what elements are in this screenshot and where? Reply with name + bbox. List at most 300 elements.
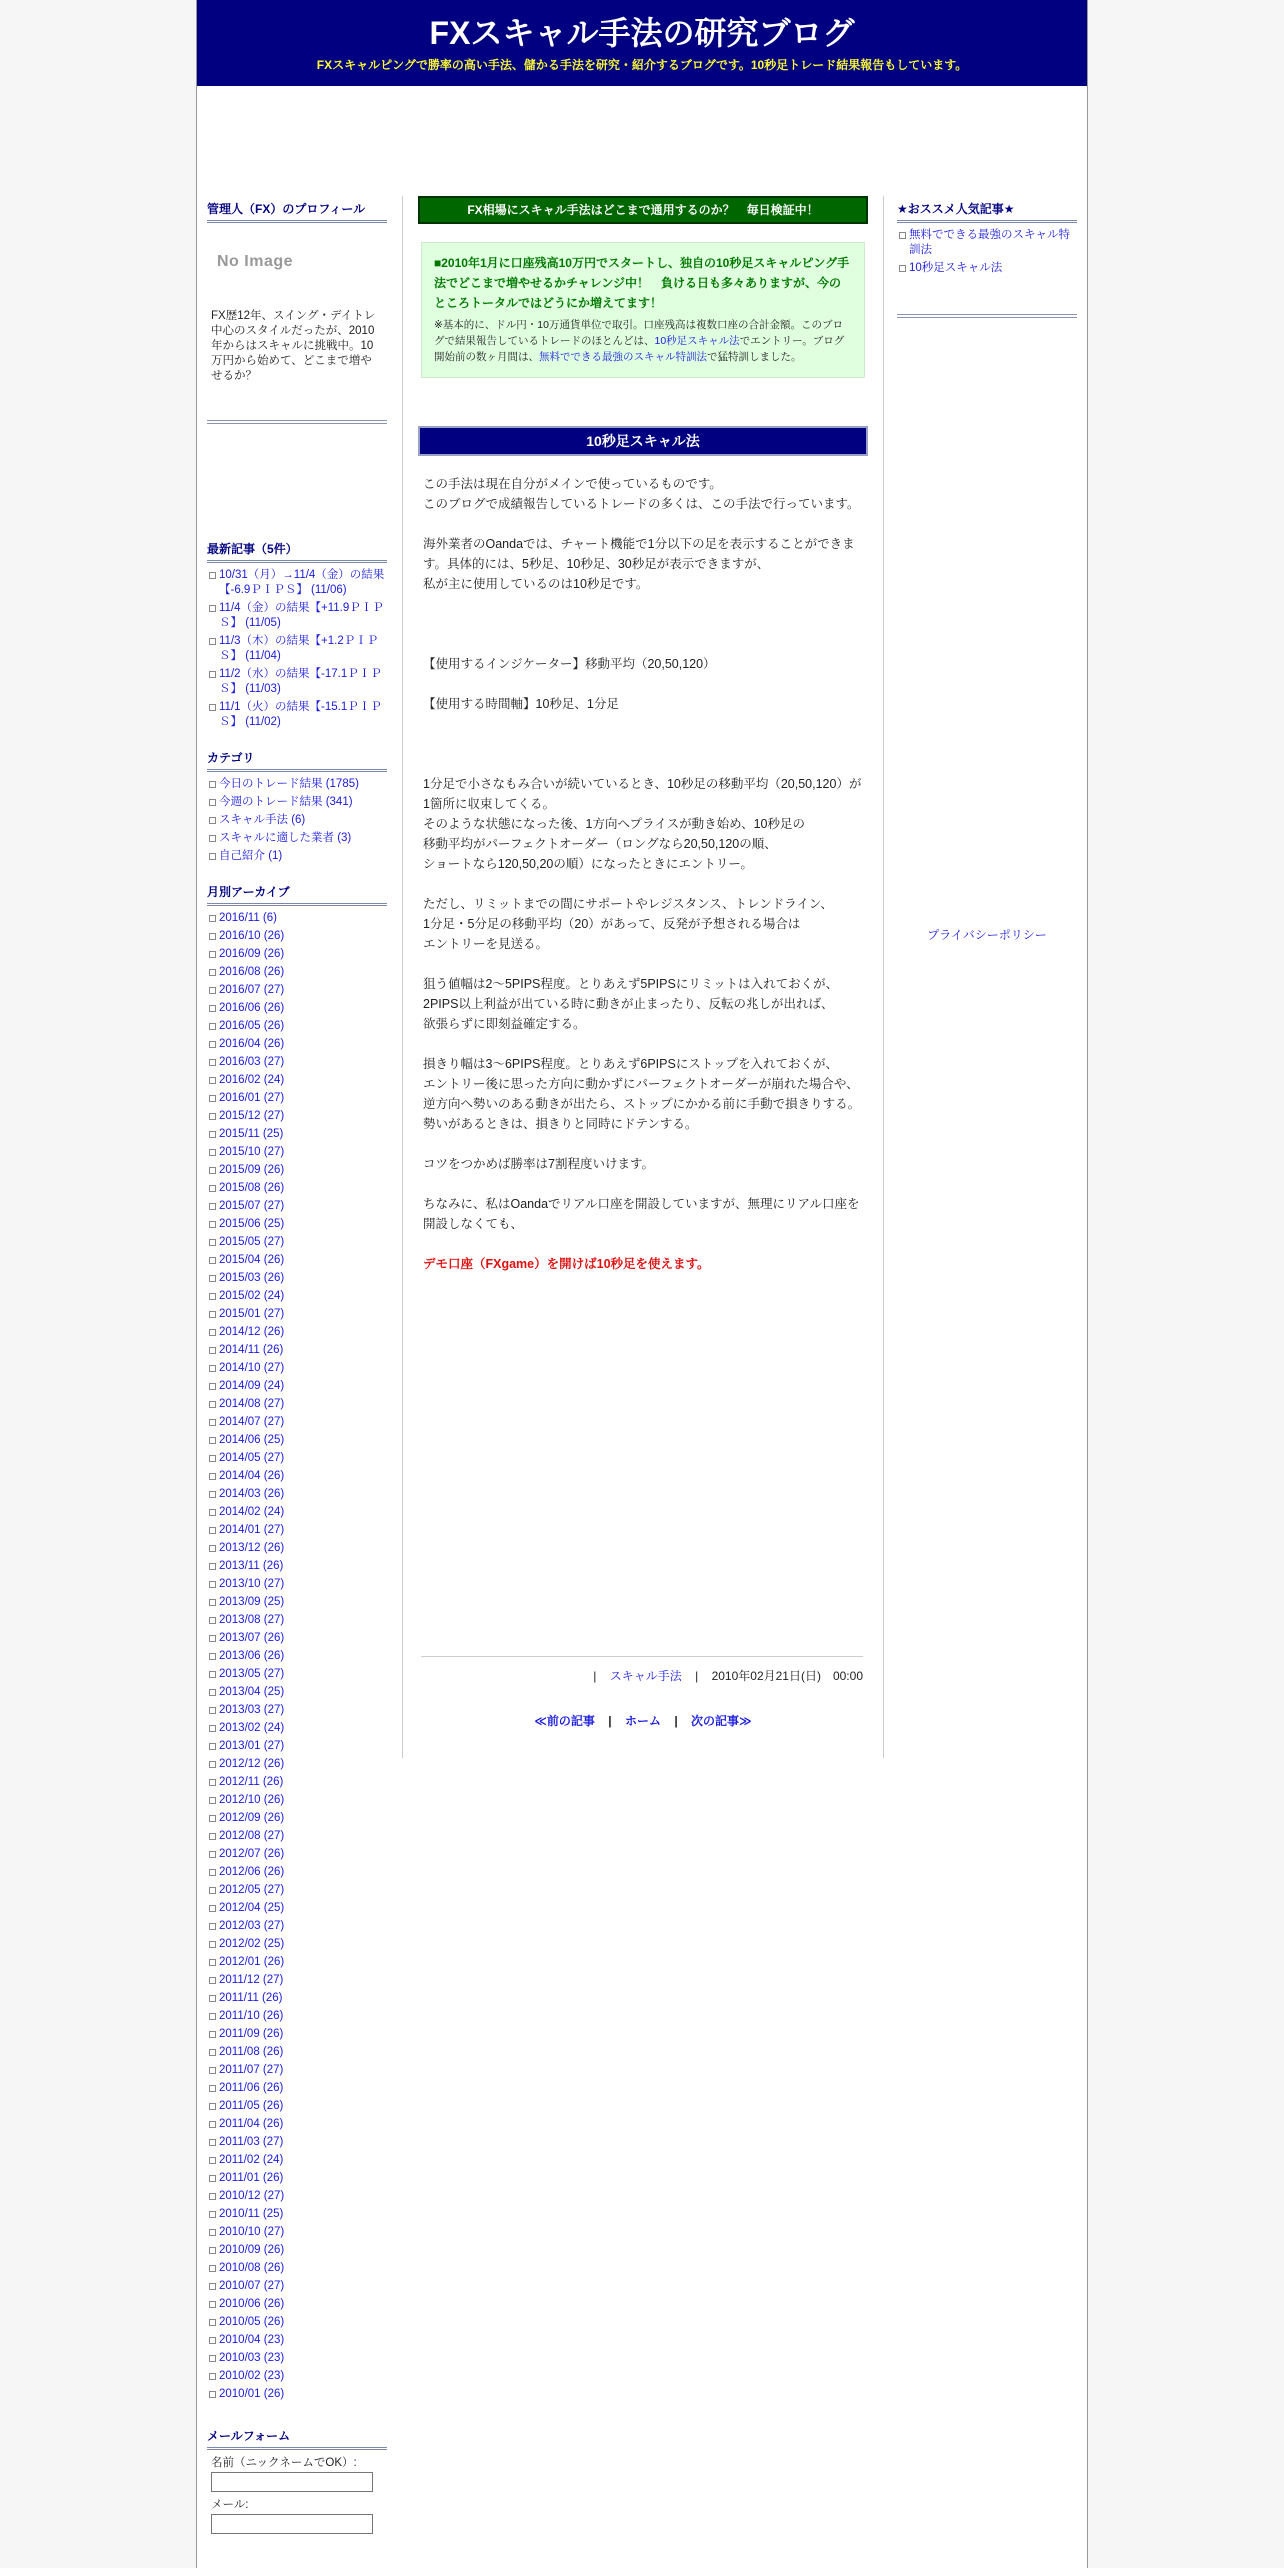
archive-item-link[interactable]: 2012/09 (26) <box>219 1812 285 1824</box>
archive-item-link[interactable]: 2015/07 (27) <box>219 1200 285 1212</box>
category-title: カテゴリ <box>207 745 387 772</box>
post-paragraph: コツをつかめば勝率は7割程度いけます。 <box>423 1157 654 1171</box>
archive-item-link[interactable]: 2016/10 (26) <box>219 930 285 942</box>
archive-item <box>207 2153 387 2168</box>
bullet-icon <box>209 1761 216 1768</box>
bullet-icon <box>209 1941 216 1948</box>
archive-item <box>207 965 387 980</box>
archive-item-link[interactable]: 2015/11 (25) <box>219 1128 284 1140</box>
archive-item <box>207 1235 387 1250</box>
bullet-icon <box>209 1599 216 1606</box>
category-item-link[interactable]: スキャル手法 (6) <box>219 814 306 826</box>
archive-item <box>207 2297 387 2312</box>
archive-item <box>207 1073 387 1088</box>
archive-item <box>207 1541 387 1556</box>
bullet-icon <box>209 2247 216 2254</box>
archive-item-link[interactable]: 2012/02 (25) <box>219 1938 285 1950</box>
archive-item <box>207 1577 387 1592</box>
archive-item <box>207 911 387 926</box>
category-item-link[interactable]: 今週のトレード結果 (341) <box>219 796 353 808</box>
bullet-icon <box>899 232 906 239</box>
category-item <box>207 831 387 846</box>
bullet-icon <box>209 2121 216 2128</box>
archive-item <box>207 1865 387 1880</box>
archive-item-link[interactable]: 2013/12 (26) <box>219 1542 285 1554</box>
archive-item-link[interactable]: 2014/06 (25) <box>219 1434 285 1446</box>
archive-item <box>207 2027 387 2042</box>
archive-item-link[interactable]: 2015/04 (26) <box>219 1254 285 1266</box>
bullet-icon <box>209 1635 216 1642</box>
recent-post-item <box>207 634 387 664</box>
archive-item-link[interactable]: 2010/10 (27) <box>219 2226 285 2238</box>
archive-item-link[interactable]: 2010/04 (23) <box>219 2334 285 2346</box>
archive-item <box>207 2225 387 2240</box>
bullet-icon <box>209 1149 216 1156</box>
archive-item <box>207 2081 387 2096</box>
category-item-link[interactable]: 今日のトレード結果 (1785) <box>219 778 359 790</box>
archive-item <box>207 2351 387 2366</box>
archive-item <box>207 1757 387 1772</box>
popular-list <box>897 228 1077 276</box>
recent-posts-list <box>207 568 387 730</box>
archive-item-link[interactable]: 2015/12 (27) <box>219 1110 285 1122</box>
archive-item-link[interactable]: 2014/05 (27) <box>219 1452 285 1464</box>
mailform-title: メールフォーム <box>207 2423 387 2450</box>
archive-item-link[interactable]: 2014/02 (24) <box>219 1506 285 1518</box>
name-label: 名前（ニックネームでOK）: <box>211 2457 357 2469</box>
archive-item-link[interactable]: 2011/12 (27) <box>219 1974 284 1986</box>
bullet-icon <box>209 2175 216 2182</box>
archive-item-link[interactable]: 2010/08 (26) <box>219 2262 285 2274</box>
archive-item <box>207 2009 387 2024</box>
bullet-icon <box>209 2229 216 2236</box>
bullet-icon <box>209 1815 216 1822</box>
popular-item-link[interactable]: 無料でできる最強のスキャル特訓法 <box>909 229 1070 256</box>
archive-item <box>207 1739 387 1754</box>
archive-item-link[interactable]: 2011/06 (26) <box>219 2082 284 2094</box>
archive-item-link[interactable]: 2012/04 (25) <box>219 1902 285 1914</box>
notice-link-10sec[interactable]: 10秒足スキャル法 <box>654 335 740 347</box>
bullet-icon <box>209 1005 216 1012</box>
archive-item-link[interactable]: 2011/02 (24) <box>219 2154 284 2166</box>
archive-item-link[interactable]: 2012/10 (26) <box>219 1794 285 1806</box>
archive-item <box>207 1505 387 1520</box>
category-item <box>207 813 387 828</box>
home-link[interactable]: ホーム <box>624 1714 661 1728</box>
archive-item-link[interactable]: 2013/03 (27) <box>219 1704 285 1716</box>
category-item <box>207 849 387 864</box>
archive-item-link[interactable]: 2013/05 (27) <box>219 1668 285 1680</box>
bullet-icon <box>209 969 216 976</box>
bullet-icon <box>209 2391 216 2398</box>
recent-posts-title: 最新記事（5件） <box>207 536 387 563</box>
archive-item <box>207 1199 387 1214</box>
archive-item-link[interactable]: 2011/11 (26) <box>219 1992 283 2004</box>
popular-title: ★おススメ人気記事★ <box>897 196 1077 223</box>
bullet-icon <box>209 2049 216 2056</box>
archive-item <box>207 1055 387 1070</box>
archive-item-link[interactable]: 2013/07 (26) <box>219 1632 285 1644</box>
post-paragraph: ちなみに、私はOandaでリアル口座を開設していますが、無理にリアル口座を 開設しなくても、 <box>423 1197 860 1231</box>
archive-item-link[interactable]: 2015/05 (27) <box>219 1236 285 1248</box>
post-paragraph: 狙う値幅は2～5PIPS程度。とりあえず5PIPSにリミットは入れておくが、 2PIPS以上利益が出ている時に動きが止まったり、反転の兆しが出れば、 欲張らずに即刻益確定する。 <box>423 977 839 1031</box>
archive-item-link[interactable]: 2016/05 (26) <box>219 1020 285 1032</box>
archive-item <box>207 2189 387 2204</box>
bullet-icon <box>209 1905 216 1912</box>
archive-item <box>207 1937 387 1952</box>
archive-item-link[interactable]: 2014/04 (26) <box>219 1470 285 1482</box>
bullet-icon <box>209 1689 216 1696</box>
archive-item-link[interactable]: 2014/09 (24) <box>219 1380 285 1392</box>
archive-item-link[interactable]: 2013/01 (27) <box>219 1740 285 1752</box>
archive-item <box>207 1271 387 1286</box>
bullet-icon <box>209 1995 216 2002</box>
bullet-icon <box>209 1725 216 1732</box>
recent-post-item-link[interactable]: 10/31（月）→11/4（金）の結果【-6.9ＰＩＰＳ】 (11/06) <box>219 569 385 596</box>
bullet-icon <box>209 781 216 788</box>
archive-item <box>207 1811 387 1826</box>
bullet-icon <box>899 265 906 272</box>
bullet-icon <box>209 1311 216 1318</box>
bullet-icon <box>209 704 216 711</box>
archive-item-link[interactable]: 2016/09 (26) <box>219 948 285 960</box>
bullet-icon <box>209 1095 216 1102</box>
bullet-icon <box>209 2193 216 2200</box>
bullet-icon <box>209 1023 216 1030</box>
archive-item-link[interactable]: 2012/12 (26) <box>219 1758 285 1770</box>
archive-item <box>207 1685 387 1700</box>
bullet-icon <box>209 1617 216 1624</box>
archive-item <box>207 2333 387 2348</box>
archive-item <box>207 1955 387 1970</box>
bullet-icon <box>209 1059 216 1066</box>
archive-item <box>207 1667 387 1682</box>
archive-item <box>207 1487 387 1502</box>
archive-item <box>207 1325 387 1340</box>
archive-item <box>207 929 387 944</box>
no-image-placeholder: No Image <box>217 253 294 270</box>
recent-post-item-link[interactable]: 11/2（水）の結果【-17.1ＰＩＰＳ】 (11/03) <box>219 668 382 695</box>
archive-item <box>207 1415 387 1430</box>
archive-title: 月別アーカイブ <box>207 879 387 906</box>
bullet-icon <box>209 2031 216 2038</box>
archive-item-link[interactable]: 2013/02 (24) <box>219 1722 285 1734</box>
bullet-icon <box>209 1347 216 1354</box>
bullet-icon <box>209 2067 216 2074</box>
archive-item-link[interactable]: 2013/09 (25) <box>219 1596 285 1608</box>
archive-item-link[interactable]: 2012/07 (26) <box>219 1848 285 1860</box>
archive-item-link[interactable]: 2016/04 (26) <box>219 1038 285 1050</box>
bullet-icon <box>209 2013 216 2020</box>
archive-item <box>207 1649 387 1664</box>
site-title[interactable]: FXスキャル手法の研究ブログ <box>429 15 855 51</box>
archive-item-link[interactable]: 2013/10 (27) <box>219 1578 285 1590</box>
popular-item <box>897 261 1077 276</box>
bullet-icon <box>209 1041 216 1048</box>
notice-sub-2: でエントリー。ブログ開始前の数ヶ月間は、 <box>434 335 845 363</box>
archive-item <box>207 1703 387 1718</box>
bullet-icon <box>209 1653 216 1660</box>
archive-item <box>207 1469 387 1484</box>
archive-item-link[interactable]: 2015/08 (26) <box>219 1182 285 1194</box>
bullet-icon <box>209 1707 216 1714</box>
bullet-icon <box>209 1797 216 1804</box>
main-content <box>402 196 884 1758</box>
archive-item <box>207 983 387 998</box>
archive-item <box>207 1037 387 1052</box>
recent-post-item <box>207 667 387 697</box>
archive-item <box>207 2207 387 2222</box>
bullet-icon <box>209 1923 216 1930</box>
post-paragraph: この手法は現在自分がメインで使っているものです。 このブログで成績報告しているトレードの多くは、この手法で行っています。 <box>423 477 860 511</box>
archive-item <box>207 1379 387 1394</box>
archive-item-link[interactable]: 2014/08 (27) <box>219 1398 285 1410</box>
archive-item <box>207 1109 387 1124</box>
post-paragraph: 1分足で小さなもみ合いが続いているとき、10秒足の移動平均（20,50,120）が1箇所に収束してくる。 そのような状態になった後、1方向へプライスが動き始め、10秒足の 移動平均がパーフェクトオーダー（ロングなら20,50,120の順、 ショートなら120,50,20の順）になったときにエントリー。 <box>423 777 862 871</box>
archive-item-link[interactable]: 2010/03 (23) <box>219 2352 285 2364</box>
archive-item-link[interactable]: 2010/07 (27) <box>219 2280 285 2292</box>
bullet-icon <box>209 638 216 645</box>
bullet-icon <box>209 817 216 824</box>
archive-item-link[interactable]: 2016/06 (26) <box>219 1002 285 1014</box>
archive-item-link[interactable]: 2016/08 (26) <box>219 966 285 978</box>
post-paragraph: 【使用するインジケーター】移動平均（20,50,120） <box>423 657 716 671</box>
archive-item <box>207 947 387 962</box>
bullet-icon <box>209 1977 216 1984</box>
archive-item-link[interactable]: 2011/05 (26) <box>219 2100 284 2112</box>
archive-item <box>207 1775 387 1790</box>
archive-item <box>207 2387 387 2402</box>
archive-item-link[interactable]: 2011/01 (26) <box>219 2172 284 2184</box>
archive-item-link[interactable]: 2015/02 (24) <box>219 1290 285 1302</box>
archive-item-link[interactable]: 2016/02 (24) <box>219 1074 285 1086</box>
recent-post-item-link[interactable]: 11/4（金）の結果【+11.9ＰＩＰＳ】 (11/05) <box>219 602 384 629</box>
archive-item-link[interactable]: 2013/06 (26) <box>219 1650 285 1662</box>
post-body <box>423 474 865 1274</box>
page-wrapper <box>196 0 1088 2568</box>
post-footer <box>421 1656 863 1684</box>
bullet-icon <box>209 2139 216 2146</box>
bullet-icon <box>209 1221 216 1228</box>
archive-item-link[interactable]: 2010/05 (26) <box>219 2316 285 2328</box>
bullet-icon <box>209 987 216 994</box>
right-sidebar <box>897 196 1077 942</box>
archive-item <box>207 1361 387 1376</box>
bullet-icon <box>209 1869 216 1876</box>
archive-item-link[interactable]: 2011/04 (26) <box>219 2118 284 2130</box>
archive-item <box>207 2369 387 2384</box>
bullet-icon <box>209 1131 216 1138</box>
site-header <box>197 0 1087 86</box>
archive-item-link[interactable]: 2012/03 (27) <box>219 1920 285 1932</box>
post-navigation <box>403 1712 883 1729</box>
bullet-icon <box>209 1203 216 1210</box>
demo-account-text: デモ口座（FXgame）を開けば10秒足を使えます。 <box>423 1257 710 1271</box>
archive-item <box>207 1307 387 1322</box>
archive-item-link[interactable]: 2015/01 (27) <box>219 1308 285 1320</box>
archive-item-link[interactable]: 2014/12 (26) <box>219 1326 285 1338</box>
archive-item <box>207 1523 387 1538</box>
bullet-icon <box>209 951 216 958</box>
archive-item-link[interactable]: 2013/11 (26) <box>219 1560 284 1572</box>
notice-sub-3: で猛特訓しました。 <box>707 351 802 363</box>
archive-item <box>207 1181 387 1196</box>
bullet-icon <box>209 2211 216 2218</box>
mail-input[interactable] <box>211 2514 373 2534</box>
archive-item <box>207 1847 387 1862</box>
archive-item <box>207 2135 387 2150</box>
archive-item <box>207 1991 387 2006</box>
archive-item-link[interactable]: 2011/03 (27) <box>219 2136 284 2148</box>
archive-item-link[interactable]: 2010/01 (26) <box>219 2388 285 2400</box>
notice-link-training[interactable]: 無料でできる最強のスキャル特訓法 <box>539 351 707 363</box>
category-item <box>207 777 387 792</box>
archive-item-link[interactable]: 2012/08 (27) <box>219 1830 285 1842</box>
archive-item-link[interactable]: 2011/08 (26) <box>219 2046 284 2058</box>
archive-item <box>207 1793 387 1808</box>
notice-sub-text <box>434 317 852 365</box>
archive-item-link[interactable]: 2012/06 (26) <box>219 1866 285 1878</box>
archive-item <box>207 1919 387 1934</box>
bullet-icon <box>209 2355 216 2362</box>
archive-item <box>207 1973 387 1988</box>
archive-item <box>207 1883 387 1898</box>
archive-item-link[interactable]: 2010/11 (25) <box>219 2208 284 2220</box>
bullet-icon <box>209 2283 216 2290</box>
archive-item-link[interactable]: 2010/09 (26) <box>219 2244 285 2256</box>
archive-item-link[interactable]: 2010/12 (27) <box>219 2190 285 2202</box>
bullet-icon <box>209 1671 216 1678</box>
bullet-icon <box>209 2337 216 2344</box>
archive-item <box>207 2117 387 2132</box>
name-input[interactable] <box>211 2472 373 2492</box>
archive-item-link[interactable]: 2016/07 (27) <box>219 984 285 996</box>
bullet-icon <box>209 2157 216 2164</box>
bullet-icon <box>209 1077 216 1084</box>
bullet-icon <box>209 2265 216 2272</box>
bullet-icon <box>209 1437 216 1444</box>
archive-item <box>207 2279 387 2294</box>
bullet-icon <box>209 1293 216 1300</box>
left-sidebar <box>207 196 387 2534</box>
bullet-icon <box>209 1455 216 1462</box>
archive-item-link[interactable]: 2016/03 (27) <box>219 1056 285 1068</box>
bullet-icon <box>209 799 216 806</box>
post-date: 2010年02月21日(日) 00:00 <box>711 1669 863 1683</box>
top-banner: FX相場にスキャル手法はどこまで通用するのか？ 毎日検証中！ <box>418 196 868 224</box>
archive-item-link[interactable]: 2010/06 (26) <box>219 2298 285 2310</box>
bullet-icon <box>209 2373 216 2380</box>
archive-item <box>207 2045 387 2060</box>
archive-item-link[interactable]: 2014/10 (27) <box>219 1362 285 1374</box>
bullet-icon <box>209 572 216 579</box>
next-post-link[interactable]: 次の記事≫ <box>691 1714 752 1728</box>
prev-post-link[interactable]: ≪前の記事 <box>534 1714 595 1728</box>
archive-item <box>207 1613 387 1628</box>
bullet-icon <box>209 1257 216 1264</box>
archive-item-link[interactable]: 2016/11 (6) <box>219 912 277 924</box>
archive-item-link[interactable]: 2013/04 (25) <box>219 1686 285 1698</box>
bullet-icon <box>209 853 216 860</box>
post-paragraph <box>423 614 865 634</box>
bullet-icon <box>209 1401 216 1408</box>
archive-item <box>207 1559 387 1574</box>
bullet-icon <box>209 1329 216 1336</box>
archive-item-link[interactable]: 2015/09 (26) <box>219 1164 285 1176</box>
bullet-icon <box>209 1779 216 1786</box>
post-paragraph: 損きり幅は3～6PIPS程度。とりあえず6PIPSにストップを入れておくが、 エントリー後に思った方向に動かずにパーフェクトオーダーが崩れた場合や、 逆方向へ勢いのある動きが出たら、ストップにかかる前に手動で損きりする。 勢いがあるときは、損きりと同時にドテンする。 <box>423 1057 861 1131</box>
archive-item-link[interactable]: 2016/01 (27) <box>219 1092 285 1104</box>
recent-post-item-link[interactable]: 11/1（火）の結果【-15.1ＰＩＰＳ】 (11/02) <box>219 701 382 728</box>
bullet-icon <box>209 835 216 842</box>
post-paragraph: 【使用する時間軸】10秒足、1分足 <box>423 697 619 711</box>
nav-separator: | <box>608 1714 612 1728</box>
archive-item-link[interactable]: 2015/10 (27) <box>219 1146 285 1158</box>
bullet-icon <box>209 933 216 940</box>
archive-item <box>207 1253 387 1268</box>
bullet-icon <box>209 1563 216 1570</box>
archive-item-link[interactable]: 2011/10 (26) <box>219 2010 284 2022</box>
archive-item-link[interactable]: 2014/03 (26) <box>219 1488 285 1500</box>
archive-item-link[interactable]: 2015/03 (26) <box>219 1272 285 1284</box>
site-description: FXスキャルピングで勝率の高い手法、儲かる手法を研究・紹介するブログです。10秒足トレード結果報告もしています。 <box>316 58 968 72</box>
archive-item <box>207 1631 387 1646</box>
bullet-icon <box>209 1833 216 1840</box>
footer-category-link[interactable]: スキャル手法 <box>609 1669 682 1683</box>
popular-item-link[interactable]: 10秒足スキャル法 <box>909 262 1003 274</box>
recent-post-item-link[interactable]: 11/3（木）の結果【+1.2ＰＩＰＳ】 (11/04) <box>219 635 379 662</box>
archive-item <box>207 1451 387 1466</box>
archive-item-link[interactable]: 2012/01 (26) <box>219 1956 285 1968</box>
archive-item-link[interactable]: 2015/06 (25) <box>219 1218 285 1230</box>
archive-item-link[interactable]: 2012/11 (26) <box>219 1776 284 1788</box>
category-item <box>207 795 387 810</box>
bullet-icon <box>209 915 216 922</box>
bullet-icon <box>209 605 216 612</box>
bullet-icon <box>209 1959 216 1966</box>
privacy-policy-link[interactable]: プライバシーポリシー <box>927 928 1047 942</box>
archive-item <box>207 1829 387 1844</box>
archive-item-link[interactable]: 2012/05 (27) <box>219 1884 285 1896</box>
archive-item <box>207 2261 387 2276</box>
recent-post-item <box>207 568 387 598</box>
archive-item <box>207 1397 387 1412</box>
archive-item <box>207 1433 387 1448</box>
category-item-link[interactable]: 自己紹介 (1) <box>219 850 283 862</box>
bullet-icon <box>209 2301 216 2308</box>
recent-post-item <box>207 700 387 730</box>
bullet-icon <box>209 2103 216 2110</box>
footer-separator: | <box>593 1669 597 1683</box>
archive-item-link[interactable]: 2013/08 (27) <box>219 1614 285 1626</box>
profile-title: 管理人（FX）のプロフィール <box>207 196 387 223</box>
archive-item-link[interactable]: 2011/07 (27) <box>219 2064 284 2076</box>
archive-item-link[interactable]: 2014/01 (27) <box>219 1524 285 1536</box>
bullet-icon <box>209 2319 216 2326</box>
archive-item-link[interactable]: 2014/07 (27) <box>219 1416 285 1428</box>
archive-item <box>207 1343 387 1358</box>
recent-post-item <box>207 601 387 631</box>
divider <box>897 314 1077 318</box>
archive-item-link[interactable]: 2010/02 (23) <box>219 2370 285 2382</box>
footer-separator: | <box>695 1669 699 1683</box>
archive-item-link[interactable]: 2011/09 (26) <box>219 2028 284 2040</box>
bullet-icon <box>209 1167 216 1174</box>
archive-item-link[interactable]: 2014/11 (26) <box>219 1344 284 1356</box>
category-item-link[interactable]: スキャルに適した業者 (3) <box>219 832 352 844</box>
archive-item <box>207 2171 387 2186</box>
bullet-icon <box>209 1113 216 1120</box>
